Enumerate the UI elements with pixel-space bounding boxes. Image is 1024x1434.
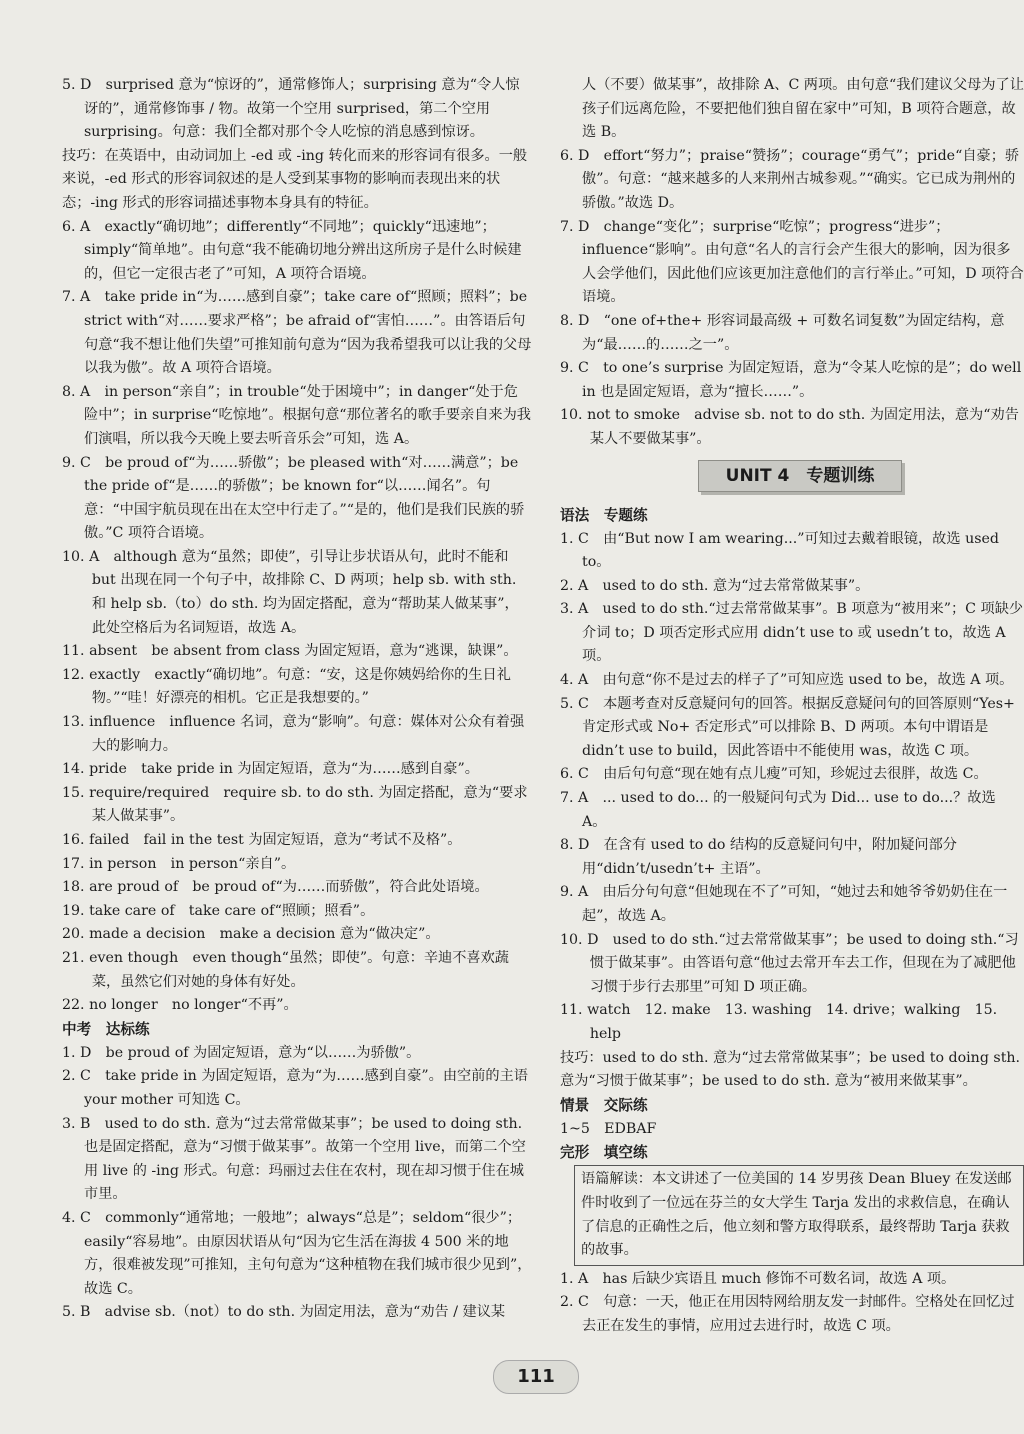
unit-title: UNIT 4 专题训练	[698, 460, 902, 492]
answer-item: 2. C 句意：一天，他正在用因特网给朋友发一封邮件。空格处在回忆过去正在发生的事情，应用过去进行时，故选 C 项。	[560, 1294, 1015, 1334]
answer-item: 1. A has 后缺少宾语且 much 修饰不可数名词，故选 A 项。	[560, 1270, 956, 1287]
answer-item-continued: 人（不要）做某事”，故排除 A、C 两项。由句意“我们建议父母为了让孩子们远离危险，不要把他们独自留在家中”可知，B 项符合题意，故选 B。	[582, 77, 1024, 141]
right-column-top	[560, 74, 1024, 452]
right-column-bottom	[560, 504, 1024, 1339]
answer-item: 9. C be proud of“为……骄傲”；be pleased with“对……满意”；be the pride of“是……的骄傲”；be known for“以……闻名”。句意：“中国宇航员现在出在太空中行走了。”“是的，他们是我们民族的骄傲。”C 项符合语境。	[62, 454, 525, 542]
right-column	[560, 74, 1024, 1339]
tip-paragraph: 技巧：used to do sth. 意为“过去常常做某事”；be used to doing sth. 意为“习惯于做某事”；be used to do sth. 意为“被用来做某事”。	[560, 1049, 1021, 1090]
answer-item: 9. C to one’s surprise 为固定短语，意为“令某人吃惊的是”；do well in 也是固定短语，意为“擅长……”。	[560, 360, 1022, 400]
answer-item: 10. A although 意为“虽然；即使”，引导让步状语从句，此时不能和 but 出现在同一个句子中，故排除 C、D 两项；help sb. with sth. 和 help sb.（to）do sth. 均为固定搭配，意为“帮助某人做某事”，此处空格后为名词短语，故选 A。	[62, 548, 519, 636]
answer-item: 11. absent be absent from class 为固定短语，意为“逃课，缺课”。	[62, 643, 518, 660]
section-heading: 情景 交际练	[560, 1096, 648, 1114]
answer-item: 4. A 由句意“你不是过去的样子了”可知应选 used to be，故选 A 项。	[560, 672, 1014, 689]
section-heading: 完形 填空练	[560, 1144, 648, 1162]
answer-item: 15. require/required require sb. to do sth. 为固定搭配，意为“要求某人做某事”。	[62, 784, 528, 825]
answer-item: 2. C take pride in 为固定短语，意为“为……感到自豪”。由空前的主语 your mother 可知选 C。	[62, 1068, 528, 1108]
answer-item: 3. A used to do sth.“过去常常做某事”。B 项意为“被用来”；C 项缺少介词 to；D 项否定形式应用 didn’t use to 或 usedn’t to，故选 A 项。	[560, 601, 1024, 665]
page-number: 111	[493, 1360, 579, 1394]
answer-item: 11. watch 12. make 13. washing 14. drive；walking 15. help	[560, 1002, 998, 1042]
answer-item: 4. C commonly“通常地；一般地”；always“总是”；seldom“很少”；easily“容易地”。由原因状语从句“因为它生活在海拔 4 500 米的地方，很难被发现”可推知，主句句意为“这种植物在我们城市很少见到”，故选 C。	[62, 1209, 532, 1297]
answer-item: 7. A take pride in“为……感到自豪”；take care of“照顾；照料”；be strict with“对……要求严格”；be afraid of“害怕……”。由答语后句句意“我不想让他们失望”可推知前句意为“因为我希望我可以让我的父母以我为傲”。故 A 项符合语境。	[62, 289, 532, 377]
answer-item: 3. B used to do sth. 意为“过去常常做某事”；be used to doing sth. 也是固定搭配，意为“习惯于做某事”。故第一个空用 live，而第二个空用 live 的 -ing 形式。句意：玛丽过去住在农村，现在却习惯于住在城市里。	[62, 1115, 526, 1203]
answer-item: 12. exactly exactly“确切地”。句意：“安，这是你姨妈给你的生日礼物。”“哇！好漂亮的相机。它正是我想要的。”	[62, 666, 511, 707]
left-column	[62, 74, 532, 1325]
answer-item: 8. A in person“亲自”；in trouble“处于困境中”；in danger“处于危险中”；in surprise“吃惊地”。根据句意“那位著名的歌手要亲自来为我们演唱，所以我今天晚上要去听音乐会”可知，选 A。	[62, 383, 531, 447]
answer-item: 10. not to smoke advise sb. not to do sth. 为固定用法，意为“劝告某人不要做某事”。	[560, 407, 1019, 447]
answer-item: 7. A ... used to do... 的一般疑问句式为 Did... use to do...？故选 A。	[560, 790, 996, 830]
answer-item: 20. made a decision make a decision 意为“做决定”。	[62, 926, 440, 943]
answer-item: 1~5 EDBAF	[560, 1120, 657, 1137]
answer-item: 6. C 由后句句意“现在她有点儿瘦”可知，珍妮过去很胖，故选 C。	[560, 766, 988, 783]
unit-heading	[560, 452, 1024, 504]
tip-paragraph: 技巧：在英语中，由动词加上 -ed 或 -ing 转化而来的形容词有很多。一般来说，-ed 形式的形容词叙述的是人受到某事物的影响而表现出来的状态；-ing 形式的形容词描述事物本身具有的特征。	[62, 147, 528, 211]
answer-item: 2. A used to do sth. 意为“过去常常做某事”。	[560, 577, 870, 594]
answer-item: 5. C 本题考查对反意疑问句的回答。根据反意疑问句的回答原则“Yes+ 肯定形式或 No+ 否定形式”可以排除 B、D 两项。本句中谓语是 didn’t use to build，因此答语中不能使用 was，故选 C 项。	[560, 695, 1015, 759]
section-heading: 语法 专题练	[560, 506, 648, 524]
answer-item: 7. D change“变化”；surprise“吃惊”；progress“进步”；influence“影响”。由句意“名人的言行会产生很大的影响，因为很多人会学他们，因此他们应该更加注意他们的言行举止。”可知，D 项符合语境。	[560, 218, 1024, 306]
answer-item: 10. D used to do sth.“过去常常做某事”；be used to doing sth.“习惯于做某事”。由答语句意“他过去常开车去工作，但现在为了减肥他习惯于步行去那里”可知 D 项正确。	[560, 931, 1019, 995]
section-heading: 中考 达标练	[62, 1020, 150, 1038]
answer-item: 19. take care of take care of“照顾；照看”。	[62, 902, 375, 919]
answer-item: 8. D 在含有 used to do 结构的反意疑问句中，附加疑问部分用“didn’t/usedn’t+ 主语”。	[560, 837, 957, 877]
answer-item: 22. no longer no longer“不再”。	[62, 997, 298, 1014]
answer-item: 13. influence influence 名词，意为“影响”。句意：媒体对公众有着强大的影响力。	[62, 714, 525, 754]
answer-item: 17. in person in person“亲自”。	[62, 855, 296, 872]
answer-item: 16. failed fail in the test 为固定短语，意为“考试不及格”。	[62, 832, 462, 848]
answer-item: 5. B advise sb.（not）to do sth. 为固定用法，意为“劝告 / 建议某	[62, 1304, 506, 1321]
answer-item: 5. D surprised 意为“惊讶的”，通常修饰人；surprising 意为“令人惊讶的”，通常修饰事 / 物。故第一个空用 surprised，第二个空用 surprising。句意：我们全都对那个令人吃惊的消息感到惊讶。	[62, 77, 520, 141]
answer-item: 8. D “one of+the+ 形容词最高级 + 可数名词复数”为固定结构，意为“最……的……之一”。	[560, 312, 1005, 353]
answer-item: 18. are proud of be proud of“为……而骄傲”，符合此处语境。	[62, 879, 489, 896]
passage-summary-box: 语篇解读：本文讲述了一位美国的 14 岁男孩 Dean Bluey 在发送邮件时收到了一位远在芬兰的女大学生 Tarja 发出的求救信息，在确认了信息的正确性之后，他立刻和警方取得联系，最终帮助 Tarja 获救的故事。	[574, 1165, 1024, 1265]
answer-item: 9. A 由后分句句意“但她现在不了”可知，“她过去和她爷爷奶奶住在一起”，故选 A。	[560, 884, 1008, 924]
answer-item: 6. D effort“努力”；praise“赞扬”；courage“勇气”；pride“自豪；骄傲”。句意：“越来越多的人来荆州古城参观。”“确实。它已成为荆州的骄傲。”故选 D。	[560, 147, 1020, 211]
answer-item: 6. A exactly“确切地”；differently“不同地”；quickly“迅速地”；simply“简单地”。由句意“我不能确切地分辨出这所房子是什么时候建的，但它一定很古老了”可知，A 项符合语境。	[62, 218, 522, 282]
answer-item: 21. even though even though“虽然；即使”。句意：辛迪不喜欢蔬菜，虽然它们对她的身体有好处。	[62, 949, 509, 990]
answer-item: 1. C 由“But now I am wearing...”可知过去戴着眼镜，故选 used to。	[560, 530, 999, 571]
answer-item: 14. pride take pride in 为固定短语，意为“为……感到自豪”。	[62, 761, 479, 778]
answer-item: 1. D be proud of 为固定短语，意为“以……为骄傲”。	[62, 1044, 421, 1061]
